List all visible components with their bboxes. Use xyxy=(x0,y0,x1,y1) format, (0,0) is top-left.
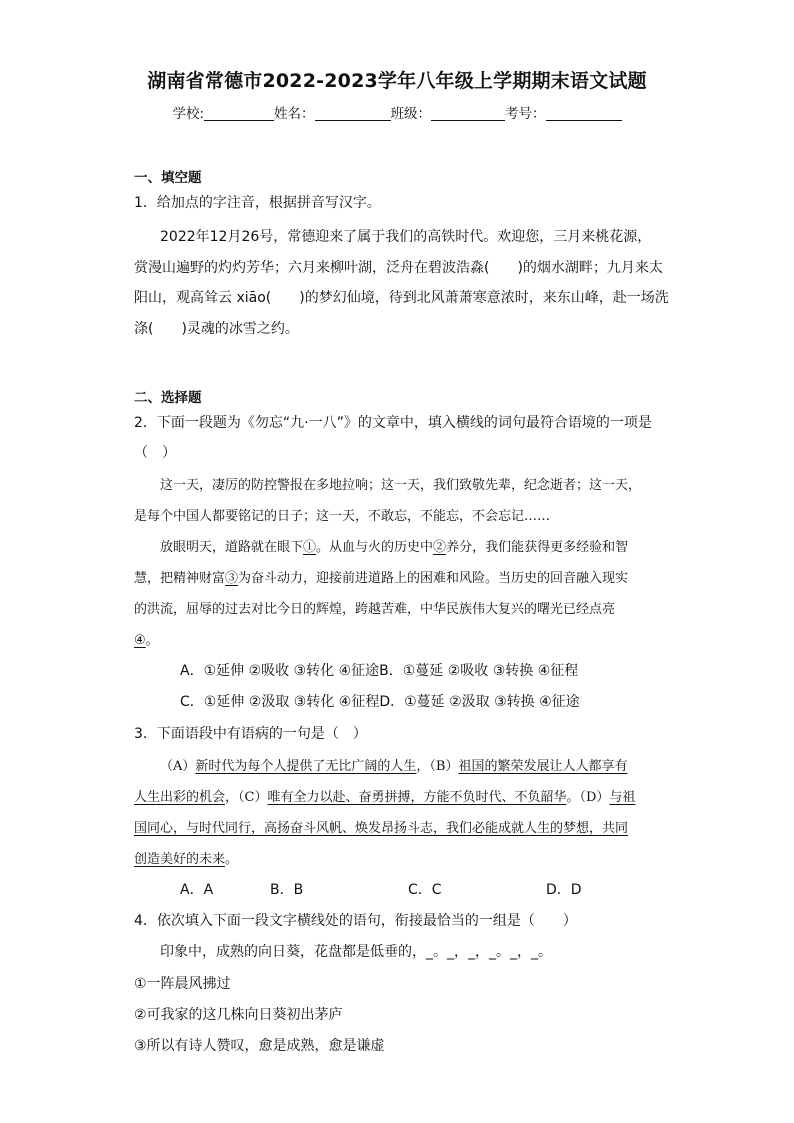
q2-passage-line-5: 的洪流，屈辱的过去对比今日的辉煌，跨越苦难，中华民族伟大复兴的曙光已经点亮 xyxy=(134,602,616,617)
q4-item-2: ②可我家的这几株向日葵初出茅庐 xyxy=(134,1007,343,1023)
question-2-stem-line-2: （ ） xyxy=(134,445,176,461)
question-1-stem: 1．给加点的字注音，根据拼音写汉字。 xyxy=(134,195,381,211)
q3-sentence-d-part-2: 国同心，与时代同行，高扬奋斗风帆、焕发昂扬斗志，我们必能成就人生的梦想，共同 xyxy=(134,821,629,836)
q2-text: 养分，我们能获得更多经验和智 xyxy=(446,540,629,555)
name-label: 姓名： xyxy=(274,106,315,122)
q3-passage-line-2 xyxy=(134,786,635,805)
q2-options-row-1 xyxy=(180,660,578,680)
q3-passage-line-4 xyxy=(134,848,238,867)
q2-text: 为奋斗动力，迎接前进道路上的困难和风险。当历史的回音融入现实 xyxy=(238,571,629,586)
q3-sentence-b-part-1: 祖国的繁荣发展让人人都享有 xyxy=(458,759,628,774)
q1-text: 涤( xyxy=(134,321,154,337)
q1-text: )灵魂的冰雪之约。 xyxy=(181,321,299,337)
q3-passage-line-1 xyxy=(160,755,627,774)
q3-label-a: （A） xyxy=(160,759,196,774)
q1-passage-line-2 xyxy=(134,257,663,277)
q4-item-1: ①一阵晨风拂过 xyxy=(134,976,231,992)
q2-blank-mark-2: ② xyxy=(433,540,447,555)
exam-no-blank[interactable] xyxy=(546,106,622,121)
q2-options-row-2 xyxy=(180,691,580,711)
q3-options-row xyxy=(180,879,582,899)
q1-text: )的烟水湖畔；九月来太 xyxy=(517,260,663,276)
q2-text: 慧，把精神财富 xyxy=(134,571,226,586)
q3-label-d: 。（D） xyxy=(566,790,610,805)
q1-text: 赏漫山遍野的灼灼芳华；六月来柳叶湖，泛舟在碧波浩淼( xyxy=(134,260,490,276)
q2-blank-mark-1: ① xyxy=(303,540,317,555)
q2-passage-line-3 xyxy=(160,536,628,555)
class-label: 班级： xyxy=(390,106,432,122)
q4-item-3: ③所以有诗人赞叹，愈是成熟，愈是谦虚 xyxy=(134,1038,385,1054)
q3-sentence-d-part-3: 创造美好的未来 xyxy=(134,852,226,867)
q2-option-d[interactable]: D．①蔓延 ②汲取 ③转换 ④征途 xyxy=(379,694,580,710)
q3-option-a[interactable]: A．A xyxy=(180,882,214,898)
q3-sentence-b-part-2: 人生出彩的机会 xyxy=(134,790,226,805)
q2-passage-line-1: 这一天，凄厉的防控警报在多地拉响；这一天，我们致敬先辈，纪念逝者；这一天， xyxy=(160,478,642,493)
q3-option-c[interactable]: C．C xyxy=(408,882,442,898)
q1-passage-line-3 xyxy=(134,287,669,307)
question-3-stem: 3．下面语段中有语病的一句是（ ） xyxy=(134,726,367,742)
q2-text: 。 xyxy=(145,633,159,648)
q2-blank-mark-4: ④ xyxy=(134,633,146,648)
q2-blank-mark-3: ③ xyxy=(225,571,239,586)
q1-text: 阳山，观高耸云 xiāo( xyxy=(134,290,272,306)
q2-text: 放眼明天，道路就在眼下 xyxy=(160,540,304,555)
section-heading-choice: 二、选择题 xyxy=(134,390,202,406)
q3-sentence-d-part-1: 与祖 xyxy=(609,790,636,805)
q2-text: 。从血与火的历史中 xyxy=(316,540,434,555)
q4-passage: 印象中，成熟的向日葵，花盘都是低垂的，_。_，_，_。_，_。 xyxy=(160,944,552,960)
section-heading-fill-in: 一、填空题 xyxy=(134,170,202,186)
q2-option-b[interactable]: B．①蔓延 ②吸收 ③转换 ④征程 xyxy=(379,663,579,679)
q3-sentence-a: 新时代为每个人提供了无比广阔的人生 xyxy=(195,759,417,774)
q2-passage-line-6 xyxy=(134,629,159,648)
q1-passage-line-4 xyxy=(134,318,299,338)
q2-passage-line-4 xyxy=(134,567,628,586)
student-info-line xyxy=(0,102,794,122)
q3-text: 。 xyxy=(225,852,239,867)
q1-text: )的梦幻仙境，待到北风萧萧寒意浓时，来东山峰，赴一场洗 xyxy=(299,290,669,306)
school-label: 学校: xyxy=(172,106,205,122)
q2-option-c[interactable]: C．①延伸 ②汲取 ③转化 ④征程 xyxy=(180,694,380,710)
q3-option-d[interactable]: D．D xyxy=(546,882,582,898)
exam-title: 湖南省常德市2022-2023学年八年级上学期期末语文试题 xyxy=(147,70,647,92)
q2-option-a[interactable]: A．①延伸 ②吸收 ③转化 ④征途 xyxy=(180,663,380,679)
q3-sentence-c: 唯有全力以赴、奋勇拼搏，方能不负时代、不负韶华 xyxy=(267,790,567,805)
q3-label-c: ，（C） xyxy=(225,790,268,805)
question-2-stem-line-1: 2．下面一段题为《勿忘“九·一八”》的文章中，填入横线的词句最符合语境的一项是 xyxy=(134,415,652,431)
q2-passage-line-2: 是每个中国人都要铭记的日子；这一天，不敢忘，不能忘，不会忘记…… xyxy=(134,509,551,524)
question-4-stem: 4．依次填入下面一段文字横线处的语句，衔接最恰当的一组是（ ） xyxy=(134,913,577,929)
school-blank[interactable] xyxy=(204,106,274,121)
q3-option-b[interactable]: B．B xyxy=(270,882,304,898)
q3-label-b: ，（B） xyxy=(416,759,459,774)
name-blank[interactable] xyxy=(315,106,391,121)
exam-no-label: 考号： xyxy=(505,106,546,122)
class-blank[interactable] xyxy=(431,106,505,121)
q1-passage-line-1: 2022年12月26号，常德迎来了属于我们的高铁时代。欢迎您，三月来桃花源， xyxy=(160,229,652,245)
